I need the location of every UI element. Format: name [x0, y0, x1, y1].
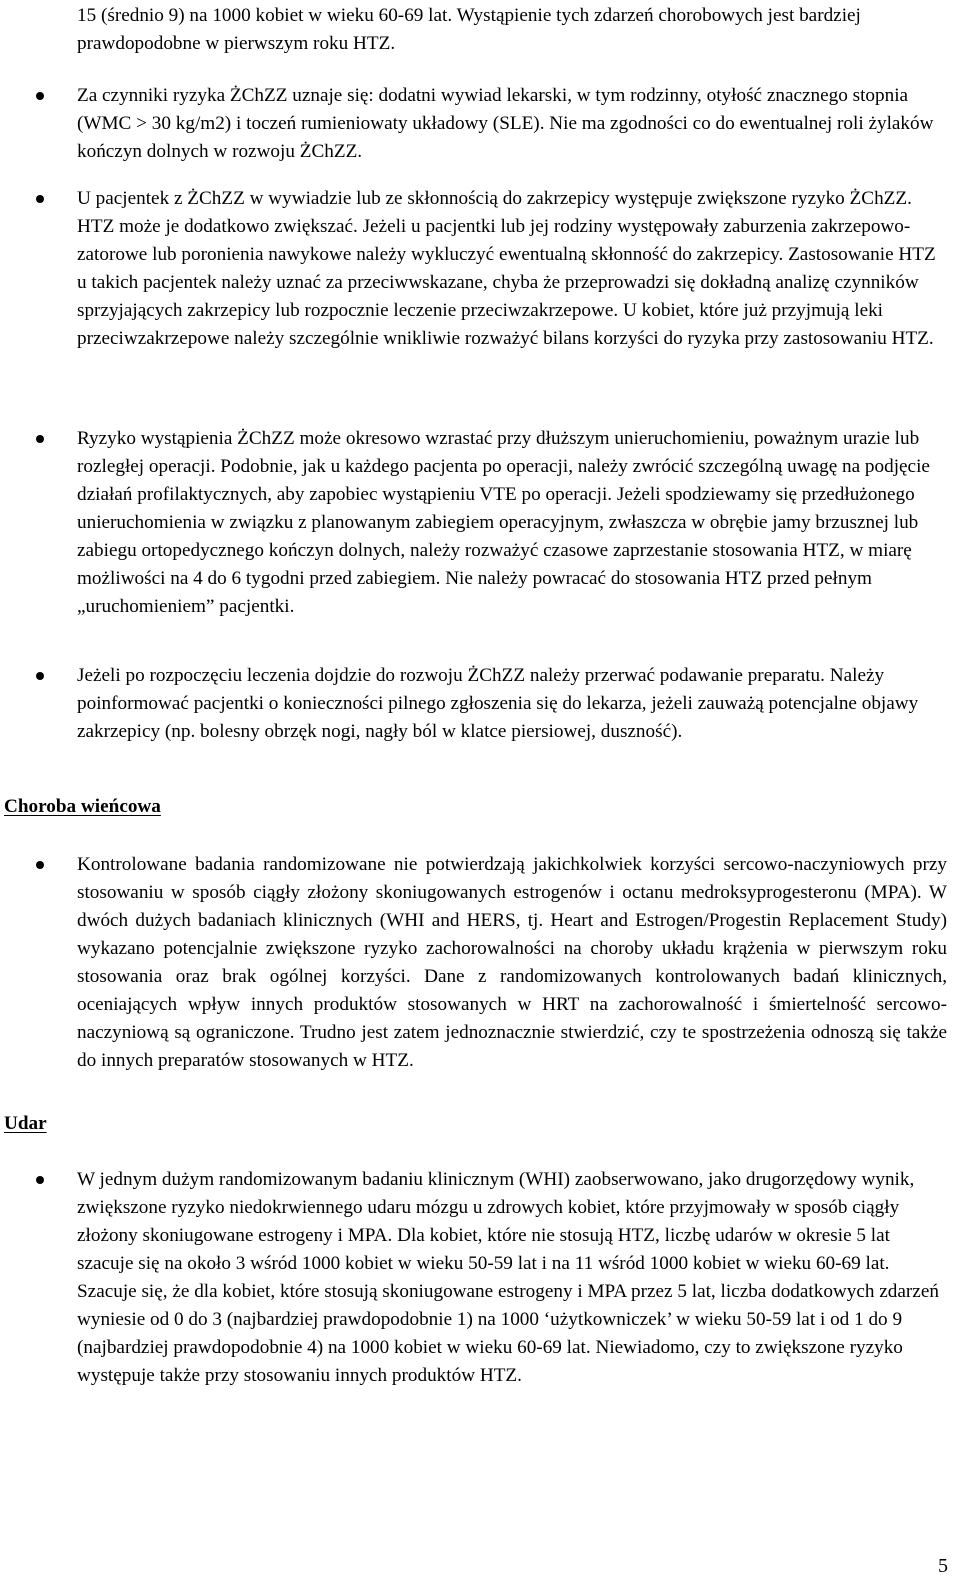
bullet-text: W jednym dużym randomizowanym badaniu klinicznym (WHI) zaobserwowano, jako drugorzędowy wynik, zwiększone ryzyko niedokrwiennego udaru mózgu u zdrowych kobiet, które przyjmowały w sposób ciągły złożony skoniugowane estrogeny i MPA. Dla kobiet, które nie stosują HTZ, liczbę udarów w okresie 5 lat szacuje się na około 3 wśród 1000 kobiet w wieku 50-59 lat i na 11 wśród 1000 kobiet w wieku 60-69 lat. Szacuje się, że dla kobiet, które stosują skoniugowane estrogeny i MPA przez 5 lat, liczba dodatkowych zdarzeń wyniesie od 0 do 3 (najbardziej prawdopodobnie 1) na 1000 ‘użytkowniczek’ w wieku 50-59 lat i od 1 do 9 (najbardziej prawdopodobnie 4) na 1000 kobiet w wieku 60-69 lat. Niewiadomo, czy to zwiększone ryzyko występuje także przy stosowaniu innych produktów HTZ. [77, 1169, 939, 1386]
bullet-icon [36, 672, 44, 680]
bullet-text: Jeżeli po rozpoczęciu leczenia dojdzie do rozwoju ŻChZZ należy przerwać podawanie preparatu. Należy poinformować pacjentki o konieczności pilnego zgłoszenia się do lekarza, jeżeli zauważą potencjalne objawy zakrzepicy (np. bolesny obrzęk nogi, nagły ból w klatce piersiowej, duszność). [77, 665, 919, 742]
bullet-icon [36, 435, 44, 443]
bullet-text: Kontrolowane badania randomizowane nie potwierdzają jakichkolwiek korzyści sercowo-naczyniowych przy stosowaniu w sposób ciągły złożony skoniugowanych estrogenów i octanu medroksyprogesteronu (MPA). W dwóch dużych badaniach klinicznych (WHI and HERS, tj. Heart and Estrogen/Progestin Replacement Study) wykazano potencjalnie zwiększone ryzyko zachorowalności na choroby układu krążenia w pierwszym roku stosowania oraz brak ogólnej korzyści. Dane z randomizowanych kontrolowanych badań klinicznych, oceniających wpływ innych produktów stosowanych w HRT na zachorowalność i śmiertelność sercowo-naczyniową są ograniczone. Trudno jest zatem jednoznacznie stwierdzić, czy te spostrzeżenia odnoszą się także do innych preparatów stosowanych w HTZ. [77, 854, 947, 1071]
bullet-text: Za czynniki ryzyka ŻChZZ uznaje się: dodatni wywiad lekarski, w tym rodzinny, otyłość znacznego stopnia (WMC > 30 kg/m2) i toczeń rumieniowaty układowy (SLE). Nie ma zgodności co do ewentualnej roli żylaków kończyn dolnych w rozwoju ŻChZZ. [77, 85, 934, 162]
section-heading-coronary-disease: Choroba wieńcowa [4, 796, 161, 817]
section-heading-stroke: Udar [4, 1113, 47, 1134]
bullet-icon [36, 92, 44, 100]
bullet-icon [36, 861, 44, 869]
bullet-text: Ryzyko wystąpienia ŻChZZ może okresowo wzrastać przy dłuższym unieruchomieniu, poważnym urazie lub rozległej operacji. Podobnie, jak u każdego pacjenta po operacji, należy zwrócić szczególną uwagę na podjęcie działań profilaktycznych, aby zapobiec wystąpieniu VTE po operacji. Jeżeli spodziewamy się przedłużonego unieruchomienia w związku z planowanym zabiegiem operacyjnym, zwłaszcza w obrębie jamy brzusznej lub zabiegu ortopedycznego kończyn dolnych, należy rozważyć czasowe zaprzestanie stosowania HTZ, w miarę możliwości na 4 do 6 tygodni przed zabiegiem. Nie należy powracać do stosowania HTZ przed pełnym „uruchomieniem” pacjentki. [77, 428, 930, 617]
bullet-text: U pacjentek z ŻChZZ w wywiadzie lub ze skłonnością do zakrzepicy występuje zwiększone ryzyko ŻChZZ. HTZ może je dodatkowo zwiększać. Jeżeli u pacjentki lub jej rodziny występowały zaburzenia zakrzepowo-zatorowe lub poronienia nawykowe należy wykluczyć ewentualną skłonność do zakrzepicy. Zastosowanie HTZ u takich pacjentek należy uznać za przeciwwskazane, chyba że przeprowadzi się dokładną analizę czynników sprzyjających zakrzepicy lub rozpocznie leczenie przeciwzakrzepowe. U kobiet, które już przyjmują leki przeciwzakrzepowe należy szczególnie wnikliwie rozważyć bilans korzyści do ryzyka przy zastosowaniu HTZ. [77, 188, 936, 349]
bullet-icon [36, 1176, 44, 1184]
page-number: 5 [938, 1555, 948, 1577]
intro-paragraph: 15 (średnio 9) na 1000 kobiet w wieku 60-69 lat. Wystąpienie tych zdarzeń chorobowych jest bardziej prawdopodobne w pierwszym roku HTZ. [77, 5, 861, 54]
bullet-icon [36, 195, 44, 203]
